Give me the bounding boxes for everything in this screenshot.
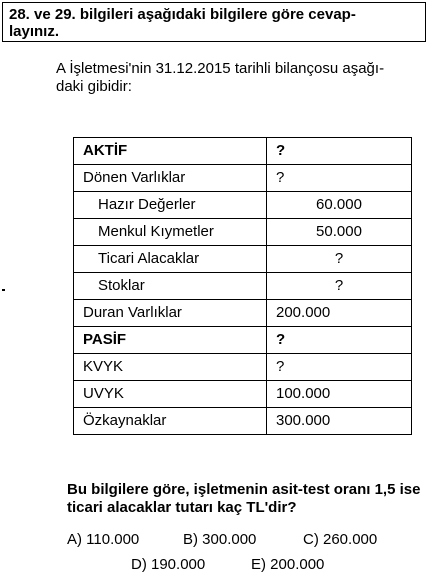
question-header (2, 2, 426, 42)
option-c[interactable]: C) 260.000 (303, 531, 378, 548)
table-row (74, 219, 412, 246)
row-label: KVYK (74, 354, 267, 381)
row-value: ? (267, 354, 412, 381)
row-value: ? (267, 246, 412, 273)
option-e[interactable]: E) 200.000 (251, 556, 325, 573)
option-d[interactable]: D) 190.000 (131, 556, 206, 573)
row-value: ? (267, 138, 412, 165)
row-label: Özkaynaklar (74, 408, 267, 435)
row-value: 60.000 (267, 192, 412, 219)
table-row (74, 273, 412, 300)
row-label: AKTİF (74, 138, 267, 165)
intro-text: A İşletmesi'nin 31.12.2015 tarihli bilançosu aşağı- daki gibidir: (56, 60, 385, 95)
table-row (74, 300, 412, 327)
row-label: Ticari Alacaklar (74, 246, 267, 273)
row-value: 100.000 (267, 381, 412, 408)
row-label: PASİF (74, 327, 267, 354)
row-value: 200.000 (267, 300, 412, 327)
table-row (74, 381, 412, 408)
row-label: UVYK (74, 381, 267, 408)
option-a[interactable]: A) 110.000 (67, 531, 140, 548)
table-row (74, 246, 412, 273)
table-row (74, 354, 412, 381)
row-label: Hazır Değerler (74, 192, 267, 219)
row-label: Stoklar (74, 273, 267, 300)
row-label: Duran Varlıklar (74, 300, 267, 327)
row-value: 50.000 (267, 219, 412, 246)
option-b[interactable]: B) 300.000 (183, 531, 257, 548)
table-row (74, 138, 412, 165)
table-row (74, 165, 412, 192)
balance-sheet-table (73, 137, 412, 435)
row-label: Menkul Kıymetler (74, 219, 267, 246)
row-label: Dönen Varlıklar (74, 165, 267, 192)
header-title: 28. ve 29. bilgileri aşağıdaki bilgilere göre cevap- layınız. (9, 6, 356, 40)
table-row (74, 327, 412, 354)
row-value: ? (267, 273, 412, 300)
stray-mark (2, 289, 5, 291)
question-text: Bu bilgilere göre, işletmenin asit-test oranı 1,5 ise ticari alacaklar tutarı kaç TL'dir? (67, 481, 421, 516)
table-row (74, 192, 412, 219)
row-value: ? (267, 327, 412, 354)
row-value: 300.000 (267, 408, 412, 435)
table-row (74, 408, 412, 435)
row-value: ? (267, 165, 412, 192)
